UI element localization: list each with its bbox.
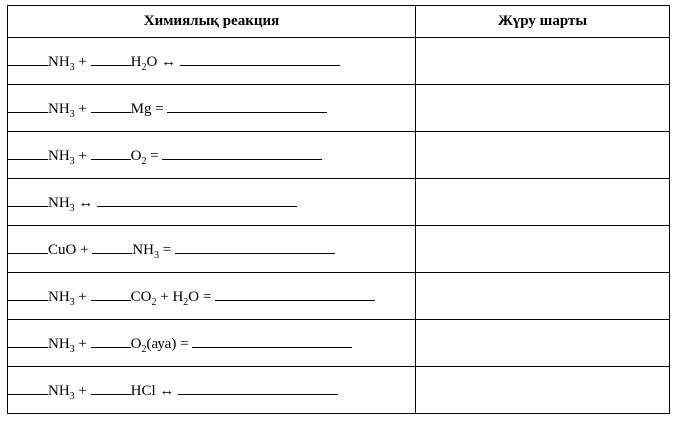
reaction-equation-2: $NH_3 + Mg$ = — [8, 85, 416, 132]
coefficient-blank[interactable] — [91, 51, 131, 66]
product-blank[interactable] — [180, 51, 340, 66]
condition-cell-4[interactable] — [416, 179, 670, 226]
condition-cell-3[interactable] — [416, 132, 670, 179]
reaction-equation-7: $NH_3 + O_2(ауа)$ = — [8, 320, 416, 367]
product-blank[interactable] — [167, 98, 327, 113]
coefficient-blank[interactable] — [8, 286, 48, 301]
product-blank[interactable] — [215, 286, 375, 301]
product-blank[interactable] — [178, 380, 338, 395]
condition-cell-8[interactable] — [416, 367, 670, 414]
reaction-equation-1: $NH_3 + H_2O$ ↔ — [8, 38, 416, 85]
coefficient-blank[interactable] — [91, 286, 131, 301]
coefficient-blank[interactable] — [8, 239, 48, 254]
table-row — [8, 132, 670, 179]
reaction-equation-3: $NH_3 + O_2$ = — [8, 132, 416, 179]
condition-cell-1[interactable] — [416, 38, 670, 85]
reaction-equation-8: $NH_3$ + HCl ↔ — [8, 367, 416, 414]
coefficient-blank[interactable] — [8, 98, 48, 113]
table-row — [8, 273, 670, 320]
condition-cell-7[interactable] — [416, 320, 670, 367]
coefficient-blank[interactable] — [8, 192, 48, 207]
table-row — [8, 367, 670, 414]
coefficient-blank[interactable] — [91, 98, 131, 113]
table-row — [8, 226, 670, 273]
condition-cell-5[interactable] — [416, 226, 670, 273]
table-row — [8, 38, 670, 85]
coefficient-blank[interactable] — [8, 51, 48, 66]
header-reaction: Химиялық реакция — [8, 6, 416, 38]
table-row — [8, 320, 670, 367]
coefficient-blank[interactable] — [91, 145, 131, 160]
coefficient-blank[interactable] — [8, 380, 48, 395]
product-blank[interactable] — [192, 333, 352, 348]
condition-cell-2[interactable] — [416, 85, 670, 132]
product-blank[interactable] — [175, 239, 335, 254]
coefficient-blank[interactable] — [91, 380, 131, 395]
coefficient-blank[interactable] — [92, 239, 132, 254]
product-blank[interactable] — [97, 192, 297, 207]
reaction-equation-6: $NH_3 + CO_2 + H_2O$ = — [8, 273, 416, 320]
table-row — [8, 85, 670, 132]
condition-cell-6[interactable] — [416, 273, 670, 320]
reaction-equation-4: $NH_3$ ↔ — [8, 179, 416, 226]
coefficient-blank[interactable] — [8, 145, 48, 160]
coefficient-blank[interactable] — [91, 333, 131, 348]
table-header-row — [8, 6, 670, 38]
coefficient-blank[interactable] — [8, 333, 48, 348]
product-blank[interactable] — [162, 145, 322, 160]
reaction-equation-5: CuO + $NH_3$ = — [8, 226, 416, 273]
table-row — [8, 179, 670, 226]
header-conditions: Жүру шарты — [416, 6, 670, 38]
reaction-table — [7, 5, 670, 414]
